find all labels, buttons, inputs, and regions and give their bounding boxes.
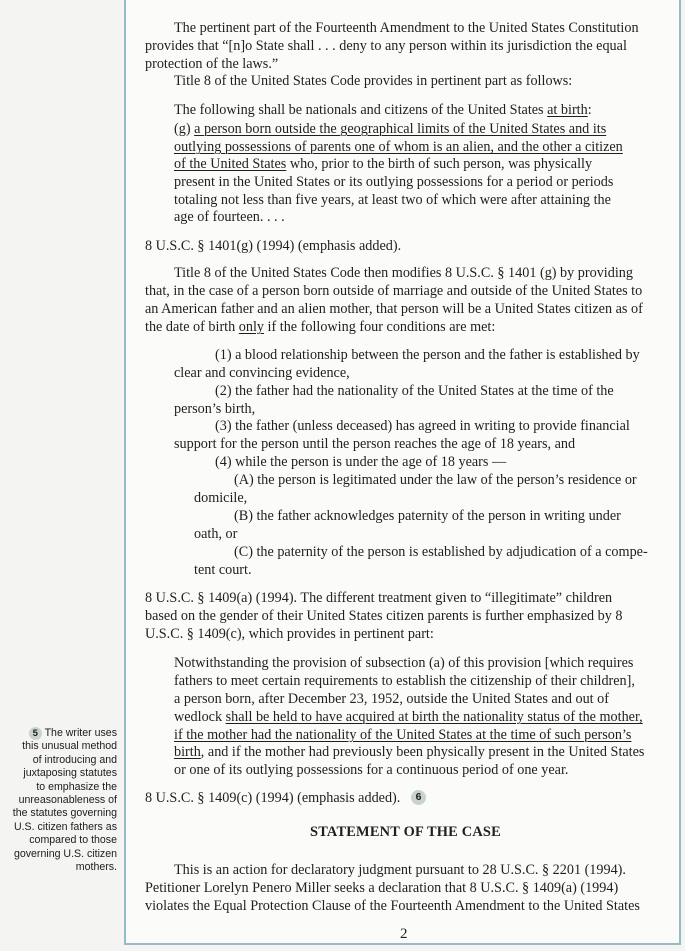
text-line bbox=[234, 472, 637, 489]
text-line bbox=[174, 174, 613, 191]
text-line bbox=[174, 265, 633, 282]
underlined-emphasis: only bbox=[238, 319, 264, 335]
line-text: age of fourteen. . . . bbox=[174, 209, 285, 225]
line-text: (4) while the person is under the age of 18 years — bbox=[215, 454, 507, 470]
line-text: support for the person until the person reaches the age of 18 years, and bbox=[174, 436, 576, 452]
text-line bbox=[174, 365, 350, 382]
text-line bbox=[145, 898, 640, 915]
text-line bbox=[145, 790, 400, 807]
text-line bbox=[174, 436, 575, 453]
text-line bbox=[215, 454, 506, 471]
line-text: The pertinent part of the Fourteenth Amendment to the United States Constitution bbox=[174, 20, 639, 36]
line-text: (A) the person is legitimated under the law of the person’s residence or bbox=[234, 472, 637, 488]
line-text: tent court. bbox=[194, 562, 252, 578]
text-line bbox=[145, 626, 434, 643]
text-line bbox=[215, 418, 630, 435]
line-text: wedlock bbox=[174, 709, 226, 725]
text-line bbox=[234, 544, 648, 561]
line-text: a person born, after December 23, 1952, outside the United States and out of bbox=[174, 691, 609, 707]
line-text: (C) the paternity of the person is established by adjudication of a compe- bbox=[234, 544, 648, 560]
margin-annotation-line: to emphasize the bbox=[36, 780, 117, 793]
line-text: (B) the father acknowledges paternity of the person in writing under bbox=[234, 508, 621, 524]
line-text-after: who, prior to the birth of such person, was physically bbox=[286, 156, 593, 172]
text-line bbox=[174, 401, 255, 418]
text-line bbox=[215, 383, 614, 400]
text-line bbox=[145, 56, 278, 73]
line-text: provides that “[n]o State shall . . . deny to any person within its jurisdiction the equal bbox=[145, 38, 627, 54]
text-line bbox=[145, 590, 612, 607]
margin-annotation-line: unreasonableness of bbox=[18, 794, 117, 807]
line-text: This is an action for declaratory judgment pursuant to 28 U.S.C. § 2201 (1994). bbox=[174, 862, 626, 878]
text-line bbox=[174, 73, 572, 90]
line-text: an American father and an alien mother, that person will be a United States citizen as of bbox=[145, 301, 643, 317]
line-text: violates the Equal Protection Clause of the Fourteenth Amendment to the United States bbox=[145, 898, 640, 914]
text-line bbox=[174, 762, 568, 779]
text-line bbox=[174, 673, 635, 690]
margin-annotation-line: of introducing and bbox=[32, 753, 117, 766]
line-text: fathers to meet certain requirements to establish the citizenship of their children], bbox=[174, 673, 635, 689]
margin-annotation-first-line bbox=[13, 727, 117, 740]
line-text: 8 U.S.C. § 1409(c) (1994) (emphasis added). bbox=[145, 790, 401, 806]
text-line bbox=[174, 156, 592, 173]
text-line bbox=[215, 347, 640, 364]
margin-annotation-line: juxtaposing statutes bbox=[23, 767, 117, 780]
text-line bbox=[174, 209, 285, 226]
text-line bbox=[174, 862, 626, 879]
annotation-badge-5: 5 bbox=[29, 727, 42, 740]
text-line bbox=[174, 102, 592, 119]
line-text: based on the gender of their United States citizen parents is further emphasized by 8 bbox=[145, 608, 623, 624]
text-line bbox=[174, 139, 623, 156]
text-line bbox=[174, 192, 611, 209]
text-line bbox=[234, 508, 621, 525]
margin-annotation-rest bbox=[13, 740, 117, 874]
line-text-after: : bbox=[587, 102, 592, 118]
line-text: Title 8 of the United States Code provides in pertinent part as follows: bbox=[174, 73, 573, 89]
text-line bbox=[194, 562, 252, 579]
underlined-emphasis: of the United States bbox=[174, 156, 287, 172]
line-text: oath, or bbox=[194, 526, 238, 542]
line-text: person’s birth, bbox=[174, 401, 256, 417]
margin-annotation-line: governing U.S. citizen bbox=[13, 847, 117, 860]
line-text: Notwithstanding the provision of subsection (a) of this provision [which requires bbox=[174, 655, 634, 671]
line-text: Petitioner Lorelyn Penero Miller seeks a declaration that 8 U.S.C. § 1409(a) (1994) bbox=[145, 880, 619, 896]
line-text: clear and convincing evidence, bbox=[174, 365, 350, 381]
line-text: the date of birth bbox=[145, 319, 239, 335]
underlined-emphasis: if the mother had the nationality of the United States at the time of such person’s bbox=[174, 727, 632, 743]
line-text: The following shall be nationals and citizens of the United States bbox=[174, 102, 548, 118]
line-text: (1) a blood relationship between the person and the father is established by bbox=[215, 347, 640, 363]
text-line bbox=[174, 709, 643, 726]
line-text: totaling not less than five years, at least two of which were after attaining the bbox=[174, 192, 611, 208]
line-text: (3) the father (unless deceased) has agreed in writing to provide financial bbox=[215, 418, 630, 434]
text-line bbox=[194, 490, 247, 507]
line-text-after: , and if the mother had previously been physically present in the United States bbox=[200, 744, 645, 760]
margin-annotation bbox=[13, 727, 117, 874]
line-text: 8 U.S.C. § 1409(a) (1994). The different treatment given to “illegitimate” children bbox=[145, 590, 613, 606]
line-text: Title 8 of the United States Code then modifies 8 U.S.C. § 1401 (g) by providing bbox=[174, 265, 633, 281]
underlined-emphasis: a person born outside the geographical limits of the United States and its bbox=[194, 121, 607, 137]
text-line bbox=[145, 608, 623, 625]
text-line bbox=[174, 744, 644, 761]
line-text: or one of its outlying possessions for a continuous period of one year. bbox=[174, 762, 569, 778]
margin-annotation-line: the statutes governing bbox=[12, 807, 117, 820]
text-line bbox=[174, 727, 631, 744]
text-line bbox=[174, 691, 609, 708]
line-text-after: if the following four conditions are met: bbox=[264, 319, 496, 335]
page-number: 2 bbox=[400, 926, 408, 942]
line-text: 8 U.S.C. § 1401(g) (1994) (emphasis added). bbox=[145, 238, 402, 254]
line-text: (g) bbox=[174, 121, 195, 137]
text-line bbox=[174, 121, 606, 138]
margin-annotation-line: mothers. bbox=[75, 861, 117, 874]
text-line bbox=[145, 301, 643, 318]
text-line bbox=[174, 20, 639, 37]
text-line bbox=[174, 655, 633, 672]
underlined-emphasis: shall be held to have acquired at birth the nationality status of the mother, bbox=[225, 709, 643, 725]
section-heading: STATEMENT OF THE CASE bbox=[310, 824, 501, 840]
underlined-emphasis: at birth bbox=[547, 102, 588, 118]
line-text: U.S.C. § 1409(c), which provides in pertinent part: bbox=[145, 626, 434, 642]
line-text: protection of the laws.” bbox=[145, 56, 279, 72]
margin-annotation-line: compared to those bbox=[29, 834, 117, 847]
line-text: domicile, bbox=[194, 490, 248, 506]
line-text: that, in the case of a person born outside of marriage and outside of the United States to bbox=[145, 283, 643, 299]
text-line bbox=[145, 238, 401, 255]
underlined-emphasis: birth bbox=[174, 744, 201, 760]
margin-annotation-line: U.S. citizen fathers as bbox=[13, 820, 117, 833]
text-line bbox=[145, 283, 642, 300]
text-line bbox=[145, 38, 627, 55]
text-line bbox=[145, 880, 618, 897]
line-text: (2) the father had the nationality of the United States at the time of the bbox=[215, 383, 614, 399]
margin-annotation-text: The writer uses bbox=[44, 727, 117, 739]
margin-annotation-line: this unusual method bbox=[22, 740, 117, 753]
annotation-badge-6: 6 bbox=[411, 790, 426, 805]
text-line bbox=[145, 319, 495, 336]
line-text: present in the United States or its outlying possessions for a period or periods bbox=[174, 174, 614, 190]
text-line bbox=[194, 526, 237, 543]
underlined-emphasis: outlying possessions of parents one of whom is an alien, and the other a citizen bbox=[174, 139, 623, 155]
